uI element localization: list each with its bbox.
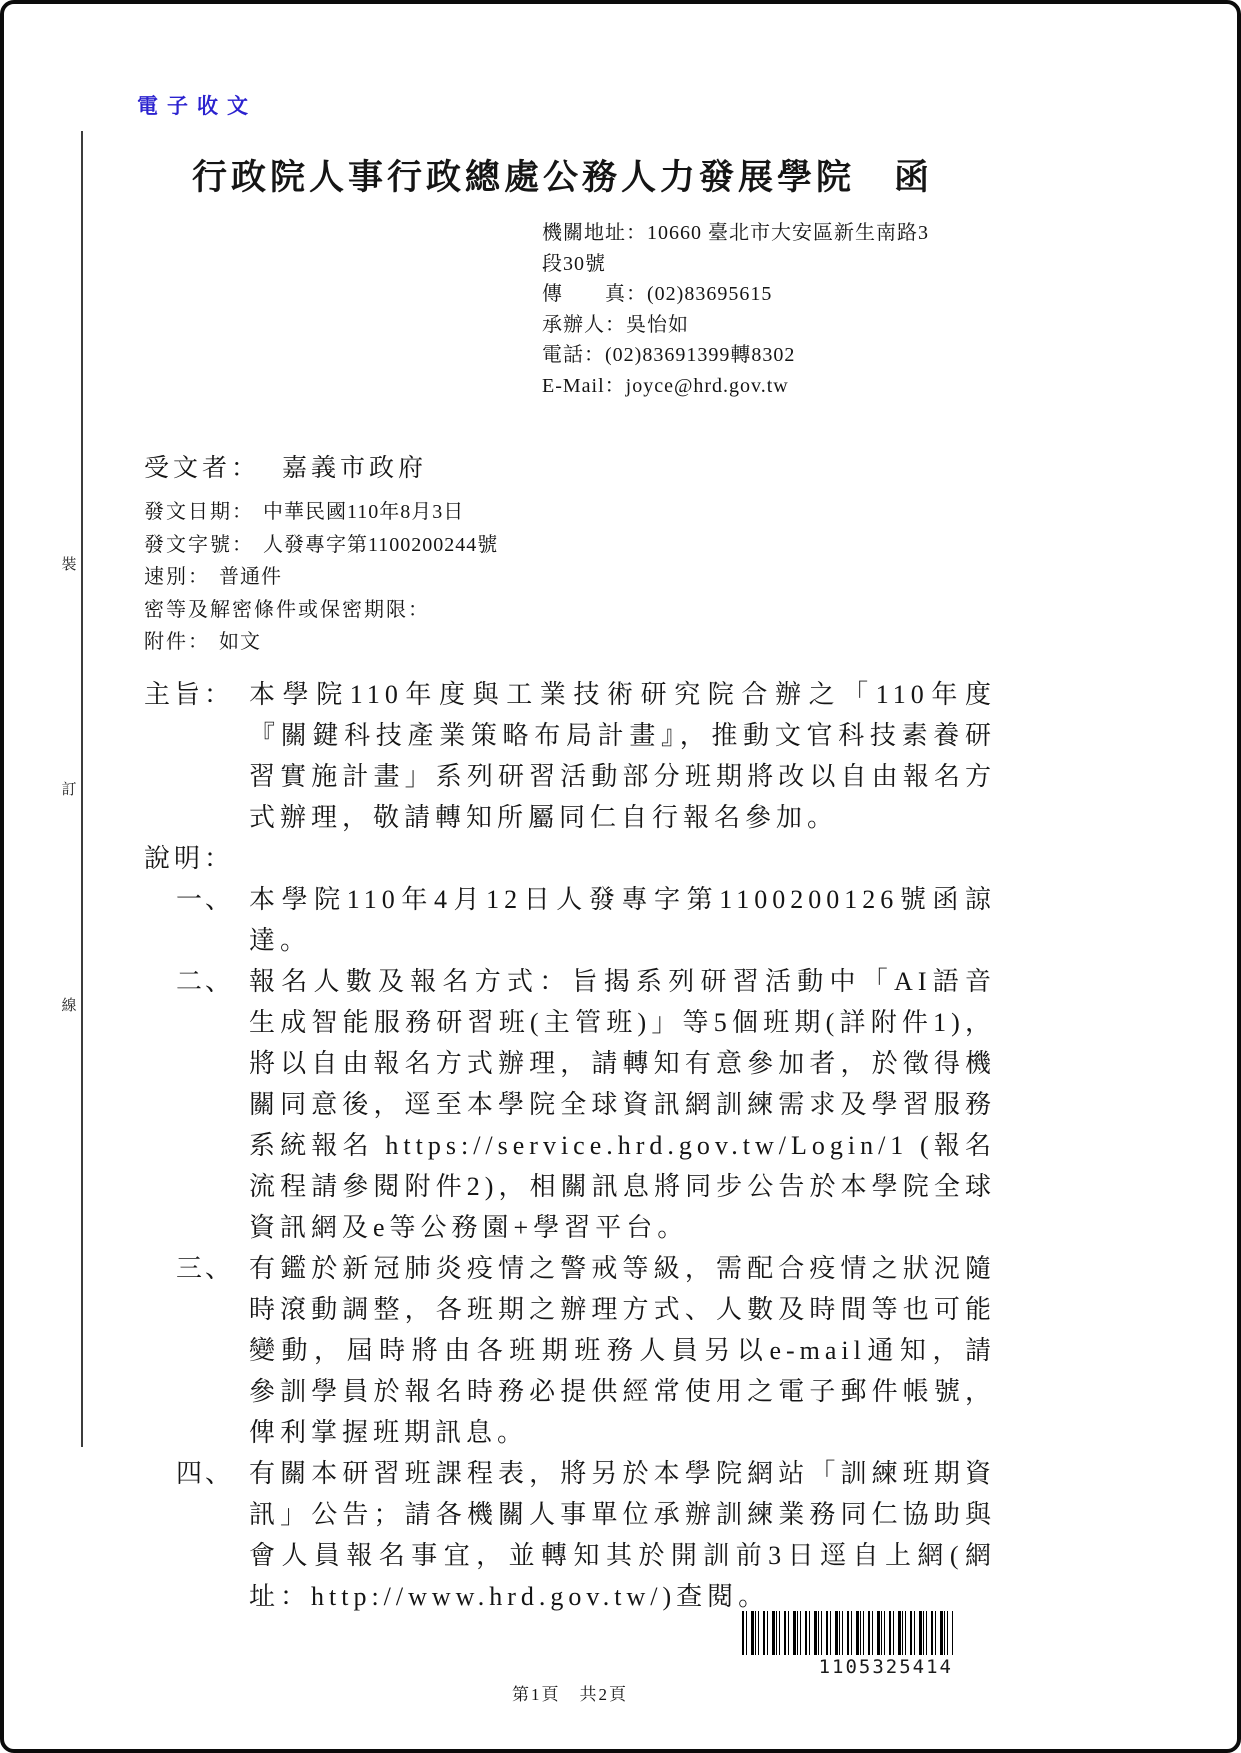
item-4-number: 四、	[176, 1459, 235, 1488]
attachment-value: 如文	[219, 631, 261, 653]
letter-body	[144, 674, 996, 1617]
item-1-text: 本學院110年4月12日人發專字第1100200126號函諒達。	[249, 885, 996, 955]
issuing-agency-title: 行政院人事行政總處公務人力發展學院 函	[192, 158, 934, 197]
binding-mark-xian: 線	[59, 991, 79, 1018]
doc-number-value: 人發專字第1100200244號	[263, 533, 499, 556]
subject-text: 本學院110年度與工業技術研究院合辦之「110年度『關鍵科技產業策略布局計畫』，推動文官科技素養研習實施計畫」系列研習活動部分班期將改以自由報名方式辦理，敬請轉知所屬同仁自行報名參加。	[249, 680, 996, 832]
item-2-text: 報名人數及報名方式：旨揭系列研習活動中「AI語音生成智能服務研習班(主管班)」等5個班期(詳附件1)，將以自由報名方式辦理，請轉知有意參加者，於徵得機關同意後，逕至本學院全球資訊網訓練需求及學習服務系統報名 https://service.hrd.gov.tw/Login/1 (報名流程請參閱附件2)，相關訊息將同步公告於本學院全球資訊網及e等公務園+學習平台。	[249, 967, 996, 1242]
electronic-receipt-stamp: 電子收文	[137, 94, 257, 118]
binding-mark-zhuang: 裝	[59, 550, 79, 577]
subject-label: 主旨：	[144, 680, 235, 709]
document-barcode	[742, 1611, 953, 1678]
subject-row	[144, 674, 996, 838]
recipient-name: 嘉義市政府	[282, 455, 428, 482]
description-item-4	[144, 1453, 996, 1617]
item-1-number: 一、	[176, 885, 235, 914]
item-3-text: 有鑑於新冠肺炎疫情之警戒等級，需配合疫情之狀況隨時滾動調整，各班期之辦理方式、人數及時間等也可能變動，屆時將由各班期班務人員另以e-mail通知，請參訓學員於報名時務必提供經常使用之電子郵件帳號，俾利掌握班期訊息。	[249, 1254, 996, 1447]
recipient-line	[144, 448, 427, 484]
agency-officer: 承辦人：吳怡如	[542, 313, 689, 336]
agency-email: E-Mail：joyce@hrd.gov.tw	[542, 374, 789, 397]
issue-date-label: 發文日期：	[144, 501, 254, 523]
issue-date-row	[144, 496, 498, 529]
item-3-number: 三、	[176, 1254, 235, 1283]
description-label: 說明：	[144, 844, 235, 873]
description-item-1	[144, 879, 996, 961]
issue-date-value: 中華民國110年8月3日	[263, 501, 465, 523]
page-number-footer: 第1頁 共2頁	[512, 1685, 628, 1704]
agency-address: 機關地址：10660 臺北市大安區新生南路3段30號	[542, 222, 929, 275]
attachment-row	[144, 626, 498, 659]
recipient-label: 受文者：	[144, 455, 261, 482]
barcode-number: 1105325414	[818, 1656, 953, 1678]
item-4-text: 有關本研習班課程表，將另於本學院網站「訓練班期資訊」公告；請各機關人事單位承辦訓練業務同仁協助與會人員報名事宜，並轉知其於開訓前3日逕自上網(網址：http://www.hrd.gov.tw/)查閱。	[249, 1459, 996, 1611]
description-item-3	[144, 1248, 996, 1453]
description-item-2	[144, 961, 996, 1248]
doc-number-label: 發文字號：	[144, 533, 254, 556]
agency-contact-block	[542, 218, 944, 401]
priority-value: 普通件	[219, 566, 282, 588]
barcode-bars	[742, 1611, 953, 1655]
item-2-number: 二、	[176, 967, 235, 996]
security-label: 密等及解密條件或保密期限：	[144, 598, 430, 621]
binding-edge-line	[81, 131, 83, 1447]
priority-row	[144, 561, 498, 594]
binding-mark-ding: 訂	[59, 775, 79, 802]
document-meta-block	[144, 496, 498, 659]
doc-number-row	[144, 529, 498, 562]
security-row	[144, 594, 498, 627]
agency-fax: 傳 真：(02)83695615	[542, 283, 773, 305]
priority-label: 速別：	[144, 566, 210, 588]
attachment-label: 附件：	[144, 631, 210, 653]
agency-phone: 電話：(02)83691399轉8302	[542, 344, 796, 366]
